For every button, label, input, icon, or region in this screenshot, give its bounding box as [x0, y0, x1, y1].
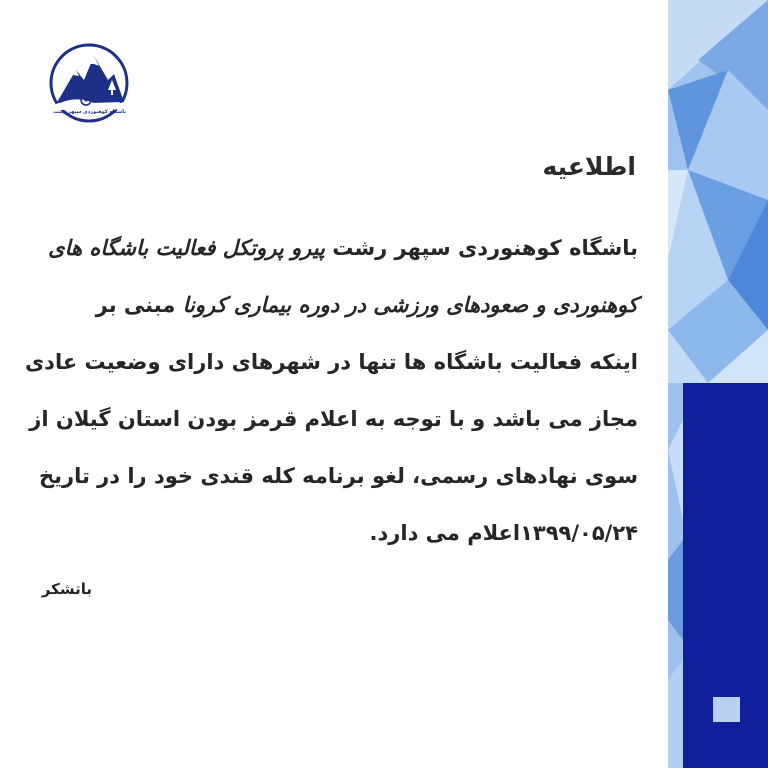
notice-line-5: سوی نهادهای رسمی، لغو برنامه کله قندی خود را در تاریخ [38, 464, 638, 488]
notice-body [24, 220, 638, 562]
signoff-text: باتشکر [41, 580, 92, 598]
square-icon [713, 697, 740, 722]
logo-caption: باشگاه کوهنوردی سپهر رشت [53, 109, 126, 115]
notice-line-4: مجاز می باشد و با توجه به اعلام قرمز بودن استان گیلان از [29, 407, 638, 431]
notice-line-2: کوهنوردی و صعودهای ورزشی در دوره بیماری کرونا مبنی بر [95, 293, 638, 317]
notice-line-1: باشگاه کوهنوردی سپهر رشت پیرو پروتکل فعالیت باشگاه های [48, 236, 638, 260]
notice-title: اطلاعیه [542, 152, 636, 181]
notice-line-3: اینکه فعالیت باشگاه ها تنها در شهرهای دارای وضعیت عادی [24, 350, 638, 374]
notice-line-6: ۱۳۹۹/۰۵/۲۴اعلام می دارد. [369, 521, 638, 545]
